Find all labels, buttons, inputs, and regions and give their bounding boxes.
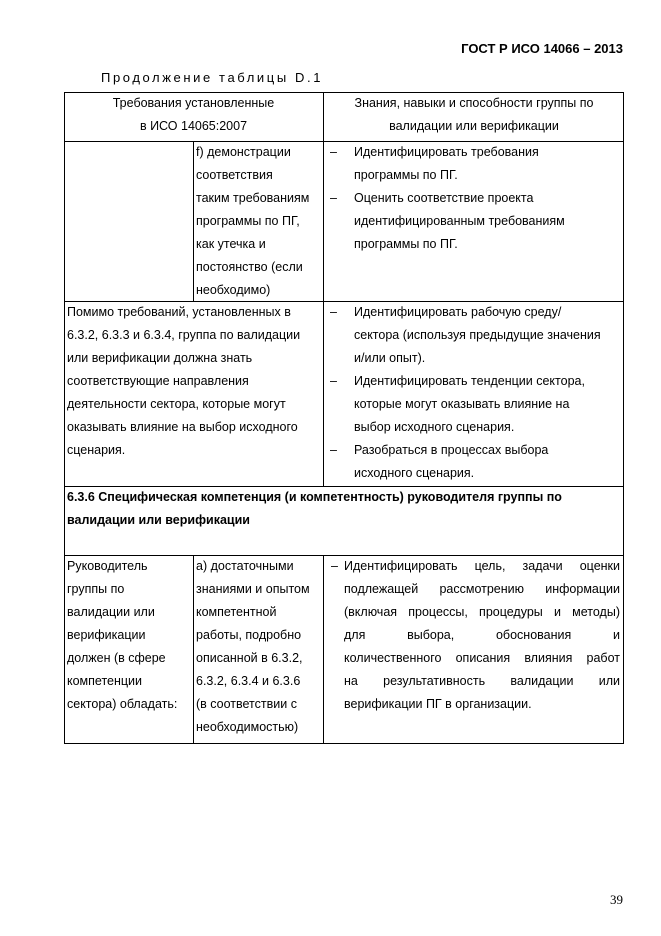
cell-text: Идентифицировать тенденции сектора, xyxy=(354,374,585,388)
section-heading: 6.3.6 Специфическая компетенция (и компетентность) руководителя группы по xyxy=(67,490,562,504)
cell-text: программы по ПГ, xyxy=(196,214,300,228)
cell-text: сектора) обладать: xyxy=(67,697,178,711)
cell-text: Идентифицировать рабочую среду/ xyxy=(354,305,562,319)
cell-text: постоянство (если xyxy=(196,260,303,274)
cell-text: количественного описания влияния работ xyxy=(344,651,620,665)
cell-text: необходимостью) xyxy=(196,720,299,734)
cell-text: Разобраться в процессах выбора xyxy=(354,443,549,457)
cell-text: соответствующие направления xyxy=(67,374,249,388)
list-dash: – xyxy=(330,305,337,319)
cell-text: f) демонстрации xyxy=(196,145,291,159)
list-dash: – xyxy=(330,191,337,205)
cell-text: Оценить соответствие проекта xyxy=(354,191,534,205)
cell-text: программы по ПГ. xyxy=(354,237,458,251)
table-rule xyxy=(323,92,324,487)
cell-text: идентифицированным требованиям xyxy=(354,214,565,228)
cell-text: как утечка и xyxy=(196,237,266,251)
cell-text: сектора (используя предыдущие значения xyxy=(354,328,601,342)
header-right-line: валидации или верификации xyxy=(389,119,559,133)
cell-text: описанной в 6.3.2, xyxy=(196,651,303,665)
table-rule xyxy=(64,92,65,744)
requirements-table xyxy=(64,92,624,744)
cell-text: исходного сценария. xyxy=(354,466,475,480)
cell-text: Руководитель xyxy=(67,559,148,573)
cell-text: верификации xyxy=(67,628,146,642)
cell-text: сценария. xyxy=(67,443,126,457)
cell-text: знаниями и опытом xyxy=(196,582,310,596)
cell-text: 6.3.2, 6.3.4 и 6.3.6 xyxy=(196,674,301,688)
cell-text: деятельности сектора, которые могут xyxy=(67,397,286,411)
cell-text: Помимо требований, установленных в xyxy=(67,305,291,319)
list-dash: – xyxy=(330,374,337,388)
cell-text: Идентифицировать требования xyxy=(354,145,539,159)
cell-text: компетентной xyxy=(196,605,277,619)
table-rule xyxy=(623,92,624,744)
cell-text: оказывать влияние на выбор исходного xyxy=(67,420,298,434)
cell-text: (включая процессы, процедуры и методы) xyxy=(344,605,620,619)
document-header: ГОСТ Р ИСО 14066 – 2013 xyxy=(461,41,623,56)
cell-text: Идентифицировать цель, задачи оценки xyxy=(344,559,620,573)
table-rule xyxy=(193,555,194,744)
cell-text: группы по xyxy=(67,582,125,596)
table-caption: Продолжение таблицы D.1 xyxy=(101,70,324,85)
cell-text: (в соответствии с xyxy=(196,697,297,711)
table-rule xyxy=(323,555,324,744)
cell-text: работы, подробно xyxy=(196,628,302,642)
list-dash: – xyxy=(330,145,337,159)
page-number: 39 xyxy=(610,892,623,907)
cell-text: а) достаточными xyxy=(196,559,294,573)
table-rule xyxy=(64,141,624,142)
cell-text: верификации ПГ в организации. xyxy=(344,697,532,711)
cell-text: программы по ПГ. xyxy=(354,168,458,182)
cell-text: подлежащей рассмотрению информации xyxy=(344,582,620,596)
cell-text: валидации или xyxy=(67,605,155,619)
table-rule xyxy=(193,141,194,302)
cell-text: соответствия xyxy=(196,168,273,182)
cell-text: которые могут оказывать влияние на xyxy=(354,397,570,411)
cell-text: необходимо) xyxy=(196,283,271,297)
cell-text: компетенции xyxy=(67,674,143,688)
header-left-line: в ИСО 14065:2007 xyxy=(139,119,248,133)
header-left-line: Требования установленные xyxy=(112,96,275,110)
cell-text: таким требованиям xyxy=(196,191,310,205)
cell-text: или верификации должна знать xyxy=(67,351,253,365)
table-rule xyxy=(64,743,624,744)
cell-text: на результативность валидации или xyxy=(344,674,620,688)
cell-text: для выбора, обоснования и xyxy=(344,628,620,642)
header-right-line: Знания, навыки и способности группы по xyxy=(354,96,594,110)
cell-text: 6.3.2, 6.3.3 и 6.3.4, группа по валидации xyxy=(67,328,301,342)
list-dash: – xyxy=(331,559,338,573)
cell-text: должен (в сфере xyxy=(67,651,166,665)
section-heading: валидации или верификации xyxy=(67,513,250,527)
cell-text: и/или опыт). xyxy=(354,351,426,365)
cell-text: выбор исходного сценария. xyxy=(354,420,515,434)
list-dash: – xyxy=(330,443,337,457)
